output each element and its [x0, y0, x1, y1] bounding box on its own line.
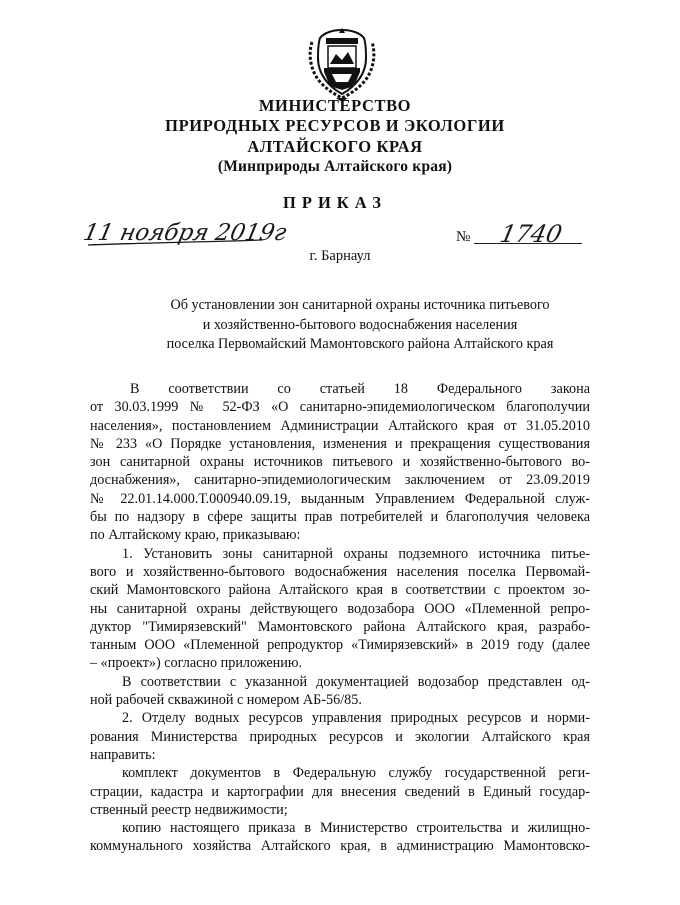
body-line: – «проект») согласно приложению. [90, 655, 302, 672]
city-name: г. Барнаул [309, 248, 371, 264]
body-line: № 233 «О Порядке установления, изменения и прекращения существования [90, 435, 590, 452]
handwritten-date [80, 213, 289, 253]
order-subject [100, 296, 620, 355]
body-line: копию настоящего приказа в Министерство строительства и жилищно- [122, 820, 590, 837]
svg-text:1740: 1740 [497, 219, 565, 248]
order-body [90, 380, 590, 856]
ministry-name-line-2: ПРИРОДНЫХ РЕСУРСОВ И ЭКОЛОГИИ [165, 116, 505, 135]
body-line: населения», постановлением Администрации Алтайского края от 31.05.2010 [90, 417, 590, 434]
body-line: ственный реестр недвижимости; [90, 801, 288, 818]
body-line: зон санитарной охраны источников питьевого и хозяйственно-бытового во- [90, 454, 590, 471]
body-line: комплект документов в Федеральную службу государственной реги- [122, 765, 590, 782]
body-line: 1. Установить зоны санитарной охраны подземного источника питье- [122, 545, 590, 562]
svg-text:11 ноября 2019г: 11 ноября 2019г [80, 219, 289, 246]
handwritten-order-number [497, 218, 570, 250]
ministry-name-line-1: МИНИСТЕРСТВО [258, 96, 412, 115]
subject-line: и хозяйственно-бытового водоснабжения населения [202, 316, 518, 333]
body-line: доснабжения», санитарно-эпидемиологическим заключением от 23.09.2019 [90, 472, 590, 489]
body-line: по Алтайскому краю, приказываю: [90, 527, 301, 544]
body-line: В соответствии с указанной документацией водозабор представлен од- [122, 673, 590, 690]
body-line: ны санитарной охраны действующего водозабора ООО «Племенной репро- [90, 600, 590, 617]
body-line: дуктор "Тимирязевский" Мамонтовского района Алтайского края, разрабо- [90, 618, 590, 635]
order-title: ПРИКАЗ [283, 193, 387, 212]
body-line: рования Министерства природных ресурсов и экологии Алтайского края [90, 728, 590, 745]
body-line: от 30.03.1999 № 52-ФЗ «О санитарно-эпидемиологическом благополучии [90, 399, 590, 416]
altai-krai-coat-of-arms-emblem [302, 24, 382, 104]
body-line: ной рабочей скважиной с номером АБ-56/85. [90, 692, 362, 709]
body-line: страции, кадастра и картографии для внесения сведений в Единый государ- [90, 783, 590, 800]
ministry-name-line-3: АЛТАЙСКОГО КРАЯ [247, 137, 423, 156]
subject-line: Об установлении зон санитарной охраны источника питьевого [170, 297, 550, 313]
body-line: танным ООО «Племенной репродуктор «Тимирязевский» в 2019 году (далее [90, 637, 590, 654]
body-line: ский Мамонтовского района Алтайского края в соответствии с проектом зо- [90, 582, 590, 599]
order-number-label: № [456, 229, 471, 245]
subject-line: поселка Первомайский Мамонтовского района Алтайского края [166, 336, 554, 353]
body-line: направить: [90, 746, 156, 763]
body-line: коммунального хозяйства Алтайского края, в администрацию Мамонтовско- [90, 838, 590, 855]
ministry-short-name: (Минприроды Алтайского края) [217, 158, 453, 175]
body-line: 2. Отделу водных ресурсов управления природных ресурсов и норми- [122, 710, 590, 727]
body-line: вого и хозяйственно-бытового водоснабжения населения поселка Первомай- [90, 563, 590, 580]
body-line: № 22.01.14.000.Т.000940.09.19, выданным Управлением Федеральной служ- [90, 490, 590, 507]
body-line: бы по надзору в сфере защиты прав потребителей и благополучия человека [90, 509, 590, 526]
body-line: В соответствии со статьей 18 Федерального закона [130, 381, 590, 397]
